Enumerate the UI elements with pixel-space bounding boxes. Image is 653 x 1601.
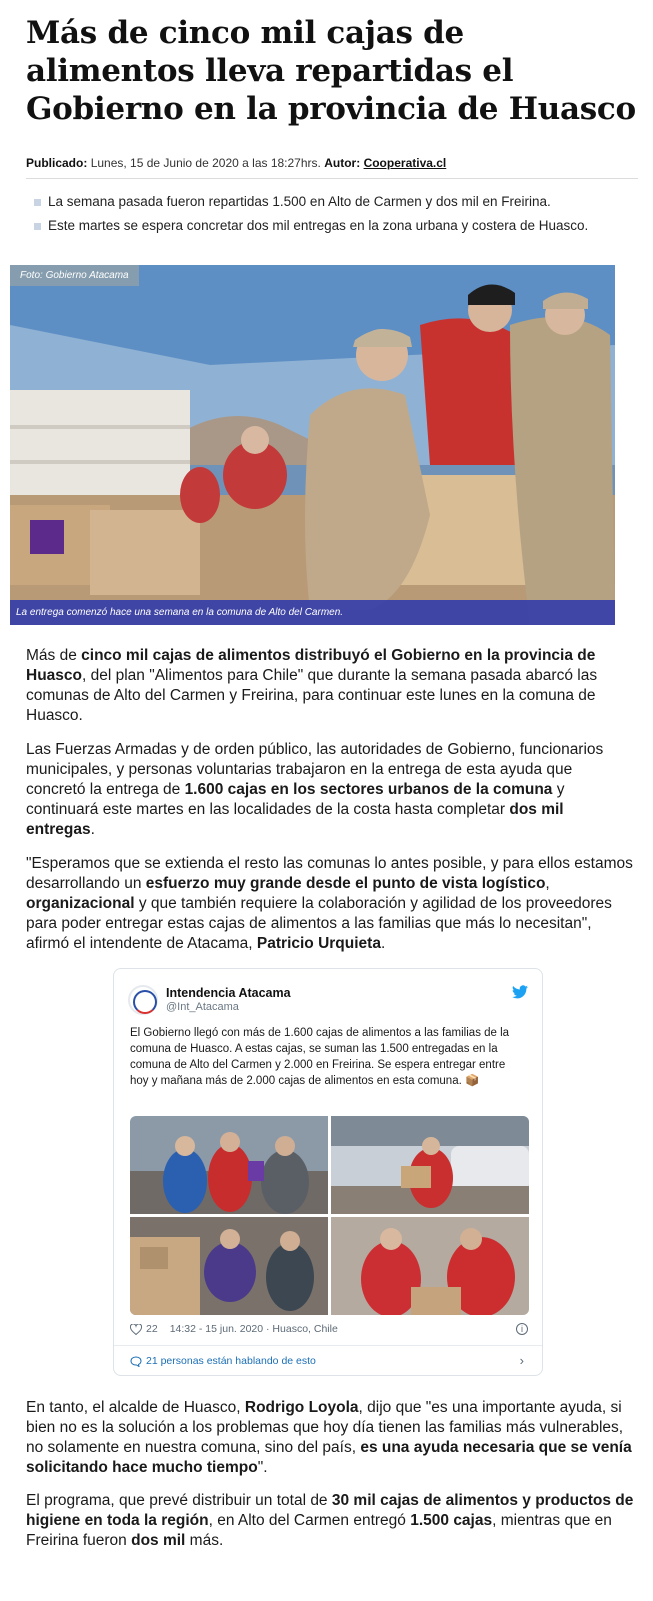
tweet-photo[interactable] [331, 1217, 530, 1316]
tweet-divider [114, 1345, 542, 1346]
summary-text: La semana pasada fueron repartidas 1.500 en Alto de Carmen y dos mil en Freirina. [48, 194, 551, 209]
paragraph-1 [26, 646, 634, 726]
tweet-meta [130, 1323, 528, 1335]
summary-list [34, 193, 634, 241]
tweet-photo-grid [130, 1116, 529, 1315]
author-label: Autor: [324, 156, 361, 170]
tweet-timestamp[interactable]: 14:32 - 15 jun. 2020 · Huasco, Chile [169, 1323, 338, 1335]
text-run: , dijo que "es una importante ayuda, si bien no es la solución a los problemas que hoy día tienen las familias más vulnerables, no solamente en nuestra comuna, sino del país, [26, 1399, 624, 1456]
published-label: Publicado: [26, 156, 88, 170]
bold-run: 30 mil cajas de alimentos y productos de higiene en toda la región [26, 1492, 634, 1529]
tweet-photo-scene [331, 1217, 529, 1315]
text-run: , en Alto del Carmen entregó [208, 1512, 411, 1529]
tweet-photo[interactable] [331, 1116, 530, 1215]
text-run: , del plan "Alimentos para Chile" que durante la semana pasada abarcó las comunas de Alto del Carmen y Freirina, para continuar este lunes en la comuna de Huasco. [26, 667, 598, 724]
text-run: , mientras que en Freirina fueron [26, 1512, 612, 1549]
byline-divider [26, 178, 638, 179]
tweet-text: El Gobierno llegó con más de 1.600 cajas de alimentos a las familias de la comuna de Huasco. A estas cajas, se suman las 1.500 entregadas en la comuna de Alto del Carmen y 2.000 en Freirina. Se espera entregar entre hoy y mañana más de 2.000 cajas de alimentos en esta comuna. 📦 [130, 1027, 510, 1087]
paragraph-4 [26, 1398, 634, 1478]
tweet-photo-scene [130, 1116, 328, 1214]
paragraph-3 [26, 854, 634, 954]
bold-run: dos mil entregas [26, 801, 564, 838]
text-run: y que también requiere la colaboración y agilidad de los proveedores para poder entregar estas cajas de alimentos a las familias que más lo necesitan", afirmó el intendente de Atacama, [26, 895, 612, 952]
paragraph-2 [26, 740, 634, 840]
text-run: . [90, 821, 95, 838]
bullet-square-icon [34, 223, 41, 230]
article-photo [10, 265, 615, 625]
tweet-photo[interactable] [130, 1116, 329, 1215]
heart-icon[interactable] [130, 1324, 142, 1335]
photo-scene [10, 265, 615, 625]
text-run: , [545, 875, 550, 892]
bold-run: esfuerzo muy grande desde el punto de vista logístico [145, 875, 546, 892]
twitter-bird-icon[interactable] [512, 985, 528, 999]
bold-run: Patricio Urquieta [256, 935, 381, 952]
text-run: más. [185, 1532, 224, 1549]
tweet-like-count[interactable]: 22 [146, 1323, 158, 1335]
bold-run: cinco mil cajas de alimentos distribuyó el Gobierno en la provincia de Huasco [26, 647, 596, 684]
author-link[interactable]: Cooperativa.cl [363, 156, 447, 170]
bold-run: es una ayuda necesaria que se venía solicitando hace mucho tiempo [26, 1439, 632, 1476]
tweet-handle[interactable]: @Int_Atacama [166, 1001, 239, 1013]
published-date: Lunes, 15 de Junio de 2020 a las 18:27hrs. [90, 156, 321, 170]
chevron-right-icon[interactable]: › [519, 1353, 524, 1368]
tweet-conversation-link[interactable] [130, 1355, 316, 1367]
text-run: y continuará este martes en las localidades de la costa hasta completar [26, 781, 565, 818]
text-run: Más de [26, 647, 82, 664]
text-run: En tanto, el alcalde de Huasco, [26, 1399, 245, 1416]
byline [26, 156, 446, 170]
tweet-photo-scene [130, 1217, 328, 1315]
tweet-avatar[interactable] [128, 985, 158, 1015]
text-run: El programa, que prevé distribuir un total de [26, 1492, 332, 1509]
text-run: . [380, 935, 386, 952]
tweet-account-name[interactable]: Intendencia Atacama [166, 986, 291, 1000]
article-headline: Más de cinco mil cajas de alimentos lleva repartidas el Gobierno en la provincia de Huasco [26, 15, 636, 127]
summary-item [34, 217, 634, 235]
bold-run: 1.600 cajas en los sectores urbanos de la comuna [184, 781, 553, 798]
photo-caption: La entrega comenzó hace una semana en la comuna de Alto del Carmen. [10, 600, 615, 625]
summary-text: Este martes se espera concretar dos mil entregas en la zona urbana y costera de Huasco. [48, 218, 589, 233]
tweet-photo[interactable] [130, 1217, 329, 1316]
info-icon[interactable]: i [516, 1323, 528, 1335]
text-run: "Esperamos que se extienda el resto las comunas lo antes posible, y para ellos estamos desarrollando un [26, 855, 633, 892]
photo-credit-value: Gobierno Atacama [45, 270, 129, 281]
photo-credit-label: Foto: [20, 270, 43, 281]
text-run: ". [257, 1459, 268, 1476]
bold-run: 1.500 cajas [410, 1512, 493, 1529]
photo-credit [10, 265, 139, 286]
paragraph-5 [26, 1491, 634, 1551]
speech-bubble-icon [130, 1356, 142, 1367]
tweet-photo-scene [331, 1116, 529, 1214]
bullet-square-icon [34, 199, 41, 206]
bold-run: Rodrigo Loyola [244, 1399, 359, 1416]
tweet-conversation-text[interactable]: 21 personas están hablando de esto [146, 1355, 316, 1367]
bold-run: organizacional [26, 895, 135, 912]
summary-item [34, 193, 634, 211]
bold-run: dos mil [131, 1532, 186, 1549]
text-run: Las Fuerzas Armadas y de orden público, las autoridades de Gobierno, funcionarios municipales, y personas voluntarias trabajaron en la entrega de esta ayuda que concretó la entrega de [26, 741, 604, 798]
embedded-tweet[interactable] [113, 968, 543, 1376]
